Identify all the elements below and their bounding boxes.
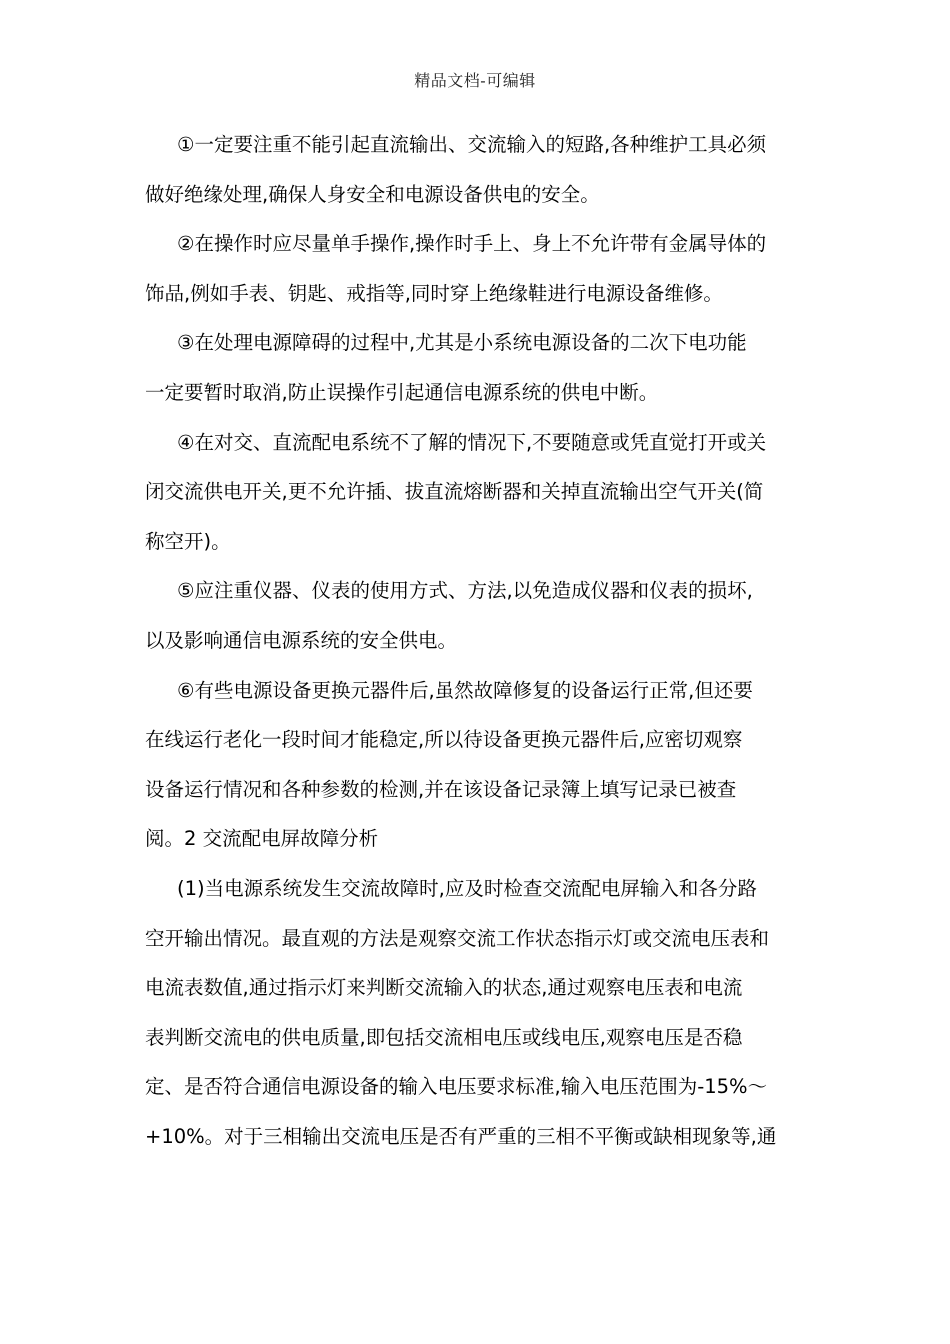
document-body xyxy=(145,120,808,1161)
text-line: ⑥有些电源设备更换元器件后,虽然故障修复的设备运行正常,但还要 xyxy=(177,678,753,702)
text-line: 空开输出情况。最直观的方法是观察交流工作状态指示灯或交流电压表和 xyxy=(145,926,770,950)
text-line: ④在对交、直流配电系统不了解的情况下,不要随意或凭直觉打开或关 xyxy=(177,430,767,454)
text-line: 做好绝缘处理,确保人身安全和电源设备供电的安全。 xyxy=(145,182,600,206)
text-line: ①一定要注重不能引起直流输出、交流输入的短路,各种维护工具必须 xyxy=(177,133,767,156)
text-line: 阅。2 交流配电屏故障分析 xyxy=(145,827,379,851)
text-line: 定、是否符合通信电源设备的输入电压要求标准,输入电压范围为-15%～ xyxy=(145,1075,768,1099)
text-line: 电流表数值,通过指示灯来判断交流输入的状态,通过观察电压表和电流 xyxy=(145,976,743,1000)
text-line: ②在操作时应尽量单手操作,操作时手上、身上不允许带有金属导体的 xyxy=(177,232,767,256)
text-line: 闭交流供电开关,更不允许插、拔直流熔断器和关掉直流输出空气开关(简 xyxy=(145,480,764,504)
text-line: 一定要暂时取消,防止误操作引起通信电源系统的供电中断。 xyxy=(145,380,659,404)
text-line: (1)当电源系统发生交流故障时,应及时检查交流配电屏输入和各分路 xyxy=(177,876,757,900)
text-line: 设备运行情况和各种参数的检测,并在该设备记录簿上填写记录已被查 xyxy=(145,777,737,801)
text-line: ③在处理电源障碍的过程中,尤其是小系统电源设备的二次下电功能 xyxy=(177,331,747,355)
page-header: 精品文档-可编辑 xyxy=(414,71,536,90)
text-line: 以及影响通信电源系统的安全供电。 xyxy=(145,628,458,652)
text-line: 在线运行老化一段时间才能稳定,所以待设备更换元器件后,应密切观察 xyxy=(145,728,743,752)
text-line: ⑤应注重仪器、仪表的使用方式、方法,以免造成仪器和仪表的损坏, xyxy=(177,579,753,603)
text-line: 表判断交流电的供电质量,即包括交流相电压或线电压,观察电压是否稳 xyxy=(145,1025,743,1049)
text-line: 称空开)。 xyxy=(145,529,231,553)
text-line: 饰品,例如手表、钥匙、戒指等,同时穿上绝缘鞋进行电源设备维修。 xyxy=(145,281,723,305)
text-line: +10%。对于三相输出交流电压是否有严重的三相不平衡或缺相现象等,通 xyxy=(145,1124,777,1148)
